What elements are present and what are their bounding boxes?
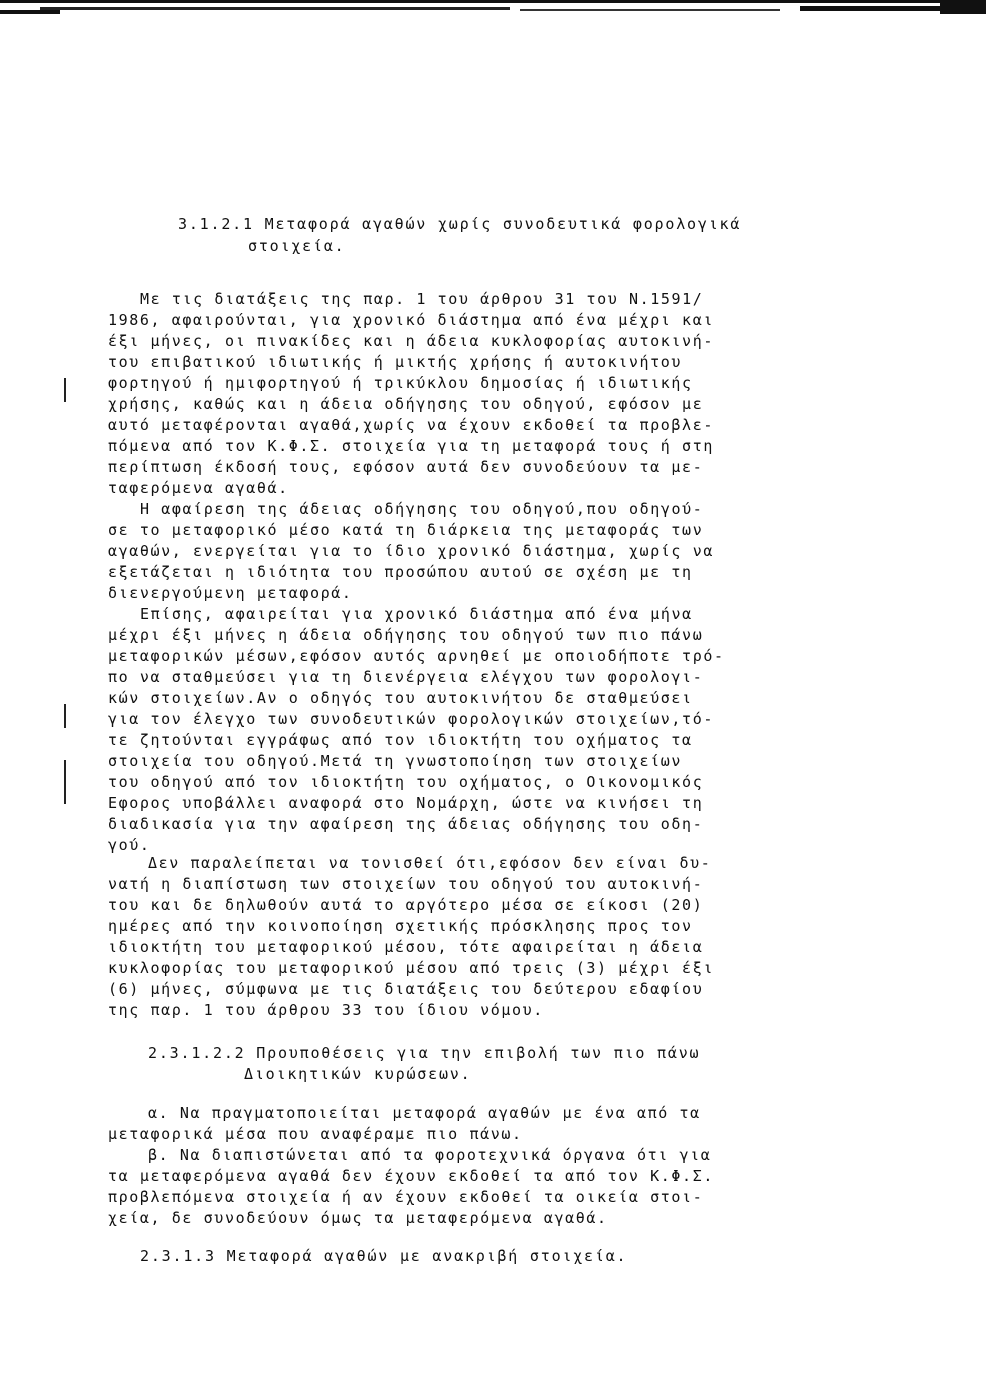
- text-line: κών στοιχείων.Αν ο οδηγός του αυτοκινήτου δε σταθμεύσει: [108, 689, 693, 707]
- text-line: περίπτωση έκδοσή τους, εφόσον αυτά δεν συνοδεύουν τα με-: [108, 458, 704, 476]
- text-line: γού.: [108, 836, 151, 854]
- text-line: αυτό μεταφέρονται αγαθά,χωρίς να έχουν εκδοθεί τα προβλε-: [108, 416, 714, 434]
- scan-top-edge: [0, 0, 986, 14]
- text-line: Με τις διατάξεις της παρ. 1 του άρθρου 31 του Ν.1591/: [140, 290, 704, 308]
- list-item-cont: προβλεπόμενα στοιχεία ή αν έχουν εκδοθεί τα οικεία στοι-: [108, 1188, 704, 1206]
- text-line: εξετάζεται η ιδιότητα του προσώπου αυτού σε σχέση με τη: [108, 563, 693, 581]
- text-line: 1986, αφαιρούνται, για χρονικό διάστημα από ένα μέχρι και: [108, 311, 714, 329]
- text-line: ιδιοκτήτη του μεταφορικού μέσου, τότε αφαιρείται η άδεια: [108, 938, 704, 956]
- text-line: στοιχεία του οδηγού.Μετά τη γνωστοποίηση των στοιχείων: [108, 752, 683, 770]
- scan-artifact: [40, 7, 510, 10]
- text-line: πο να σταθμεύσει για τη διενέργεια ελέγχου των φορολογι-: [108, 668, 704, 686]
- section-heading: 2.3.1.3 Μεταφορά αγαθών με ανακριβή στοιχεία.: [140, 1247, 628, 1265]
- section-heading: 3.1.2.1 Μεταφορά αγαθών χωρίς συνοδευτικά φορολογικά: [178, 215, 742, 233]
- text-line: φορτηγού ή ημιφορτηγού ή τρικύκλου δημοσίας ή ιδιωτικής: [108, 374, 693, 392]
- text-line: Η αφαίρεση της άδειας οδήγησης του οδηγού,που οδηγού-: [140, 500, 704, 518]
- text-line: κυκλοφορίας του μεταφορικού μέσου από τρεις (3) μέχρι έξι: [108, 959, 714, 977]
- margin-mark: [64, 704, 66, 728]
- list-item-cont: τα μεταφερόμενα αγαθά δεν έχουν εκδοθεί τα από τον Κ.Φ.Σ.: [108, 1167, 714, 1185]
- text-line: ταφερόμενα αγαθά.: [108, 479, 289, 497]
- text-line: πόμενα από τον Κ.Φ.Σ. στοιχεία για τη μεταφορά τους ή στη: [108, 437, 714, 455]
- scan-artifact: [940, 0, 986, 14]
- text-line: νατή η διαπίστωση των στοιχείων του οδηγού του αυτοκινή-: [108, 875, 704, 893]
- text-line: του επιβατικού ιδιωτικής ή μικτής χρήσης ή αυτοκινήτου: [108, 353, 683, 371]
- scan-artifact: [0, 10, 60, 14]
- text-line: (6) μήνες, σύμφωνα με τις διατάξεις του δεύτερου εδαφίου: [108, 980, 704, 998]
- text-line: έξι μήνες, οι πινακίδες και η άδεια κυκλοφορίας αυτοκινή-: [108, 332, 714, 350]
- section-heading-cont: στοιχεία.: [248, 237, 346, 255]
- margin-mark: [64, 760, 66, 804]
- text-line: διαδικασία για την αφαίρεση της άδειας οδήγησης του οδη-: [108, 815, 704, 833]
- text-line: για τον έλεγχο των συνοδευτικών φορολογικών στοιχείων,τό-: [108, 710, 714, 728]
- text-line: μέχρι έξι μήνες η άδεια οδήγησης του οδηγού των πιο πάνω: [108, 626, 704, 644]
- margin-mark: [64, 378, 66, 402]
- text-line: αγαθών, ενεργείται για το ίδιο χρονικό διάστημα, χωρίς να: [108, 542, 714, 560]
- list-item: β. Να διαπιστώνεται από τα φοροτεχνικά όργανα ότι για: [148, 1146, 712, 1164]
- list-item-cont: μεταφορικά μέσα που αναφέραμε πιο πάνω.: [108, 1125, 523, 1143]
- scan-artifact: [520, 9, 780, 11]
- list-item-cont: χεία, δε συνοδεύουν όμως τα μεταφερόμενα αγαθά.: [108, 1209, 608, 1227]
- text-line: του και δε δηλωθούν αυτά το αργότερο μέσα σε είκοσι (20): [108, 896, 704, 914]
- section-heading: 2.3.1.2.2 Προυποθέσεις για την επιβολή των πιο πάνω: [148, 1044, 701, 1062]
- text-line: ημέρες από την κοινοποίηση σχετικής πρόσκλησης προς τον: [108, 917, 693, 935]
- text-line: τε ζητούνται εγγράφως από τον ιδιοκτήτη του οχήματος τα: [108, 731, 693, 749]
- text-line: Δεν παραλείπεται να τονισθεί ότι,εφόσον δεν είναι δυ-: [148, 854, 712, 872]
- text-line: διενεργούμενη μεταφορά.: [108, 584, 353, 602]
- section-heading-cont: Διοικητικών κυρώσεων.: [244, 1065, 472, 1083]
- text-line: της παρ. 1 του άρθρου 33 του ίδιου νόμου.: [108, 1001, 544, 1019]
- text-line: Επίσης, αφαιρείται για χρονικό διάστημα από ένα μήνα: [140, 605, 693, 623]
- list-item: α. Να πραγματοποιείται μεταφορά αγαθών με ένα από τα: [148, 1104, 701, 1122]
- scan-artifact: [0, 0, 986, 3]
- text-line: Εφορος υποβάλλει αναφορά στο Νομάρχη, ώστε να κινήσει τη: [108, 794, 704, 812]
- text-line: χρήσης, καθώς και η άδεια οδήγησης του οδηγού, εφόσον με: [108, 395, 704, 413]
- text-line: του οδηγού από τον ιδιοκτήτη του οχήματος, ο Οικονομικός: [108, 773, 704, 791]
- text-line: σε το μεταφορικό μέσο κατά τη διάρκεια της μεταφοράς των: [108, 521, 704, 539]
- text-line: μεταφορικών μέσων,εφόσον αυτός αρνηθεί με οποιοδήποτε τρό-: [108, 647, 725, 665]
